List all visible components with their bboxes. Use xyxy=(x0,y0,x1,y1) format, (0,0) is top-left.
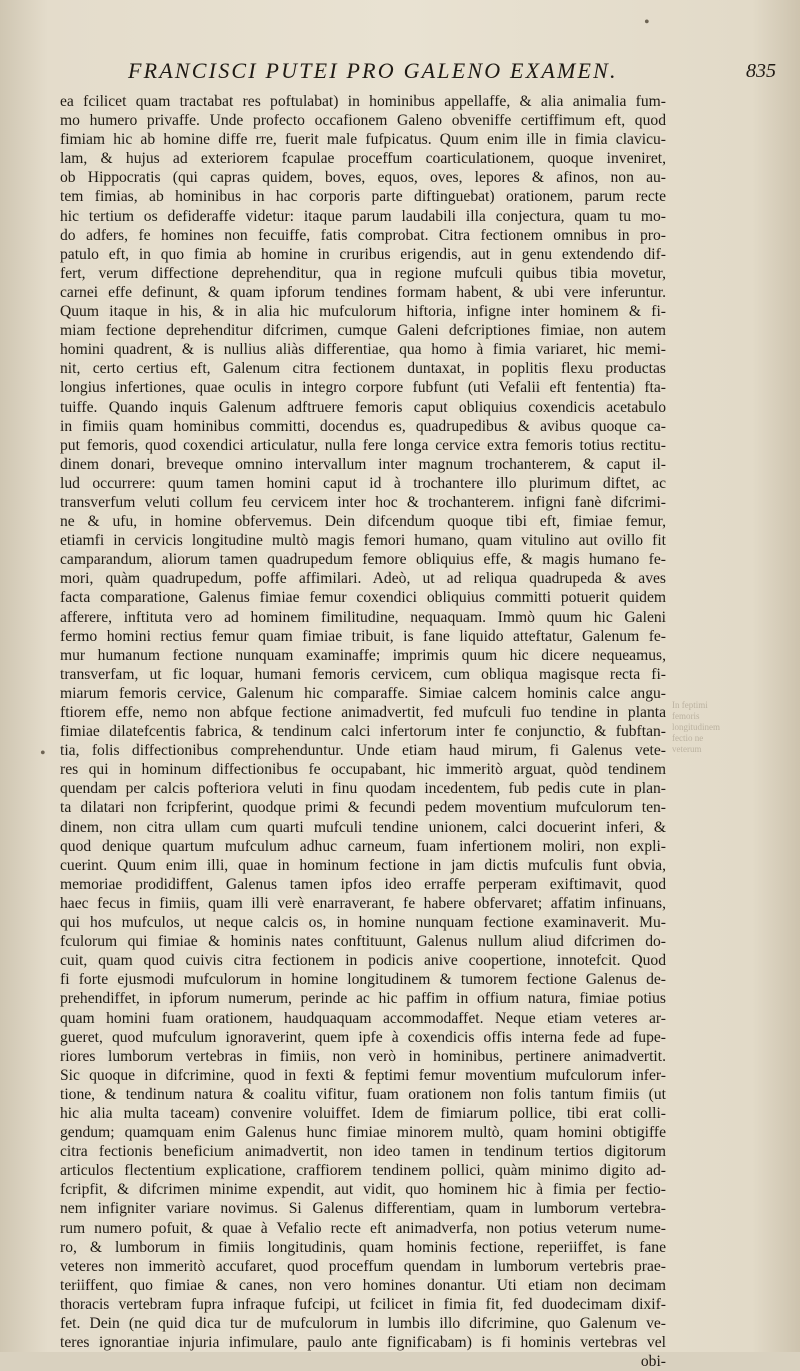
text-line: cuerint. Quum enim illi, quae in hominum fectione in jam dictis mufculis funt obvia, xyxy=(60,856,666,874)
text-line: fi forte ejusmodi mufculorum in homine longitudinem & tumorem fectione Galenus de- xyxy=(60,971,666,989)
text-line: tia, folis diffectionibus comprehenduntur. Unde etiam haud mirum, fi Galenus vete- xyxy=(60,742,666,760)
text-line: cuit, quam quod cuivis citra fectionem in podicis anive coopertione, innotefcit. Quod xyxy=(60,952,666,970)
text-line: etiamfi in cervicis longitudine multò magis femori humano, quam vitulino aut ovillo fit xyxy=(60,532,666,550)
margin-note-line: femoris xyxy=(672,711,700,721)
text-line: homini quadrent, & is nullius aliàs differentiae, qua homo à fimia variaret, hic memi- xyxy=(60,341,666,359)
text-line: ob Hippocratis (qui capras quidem, boves, equos, oves, lepores & afinos, non au- xyxy=(60,169,666,187)
text-line: ea fcilicet quam tractabat res poftulabat) in hominibus appellaffe, & alia animalia fum- xyxy=(60,93,666,110)
text-line: fimiae dilatefcentis fabrica, & tendinum calci infertorum inter fe conjunctio, & fubftan- xyxy=(60,723,666,741)
text-line: qui hos mufculos, ut neque calcis os, in homine nunquam fectione examinaverit. Mu- xyxy=(60,914,666,932)
text-line: tuiffe. Quando inquis Galenum adftruere femoris caput obliquius coxendicis acetabulo xyxy=(60,398,666,416)
text-line: ne & ufu, in homine obfervemus. Dein difcendum quoque tibi eft, fimiae femur, xyxy=(60,513,666,531)
catchword: obi- xyxy=(640,1353,666,1371)
text-line: longius infertiones, quae oculis in integro corpore fubfunt (uti Vefalii eft fententia) fta- xyxy=(60,379,666,397)
text-line: quendam per calcis pofteriora veluti in finu quodam incedentem, fub pedis cute in plan- xyxy=(60,780,666,798)
body-text xyxy=(60,92,666,1371)
text-line: nem infigniter variare novimus. Si Galenus differentiam, quam in lumborum vertebra- xyxy=(60,1200,666,1218)
ink-dot-mark: • xyxy=(40,745,46,762)
text-line: carnei effe definunt, & quam ipforum tendines formam habent, & ubi vere inferuntur. xyxy=(60,283,666,301)
margin-note-line: veterum xyxy=(672,744,702,754)
text-line: miam fectione deprehenditur difcrimen, cumque Galeni defcriptiones fimiae, non autem xyxy=(60,322,666,340)
margin-note-line: fectio ne xyxy=(672,733,704,743)
text-line: facta comparatione, Galenus fimiae femur coxendici obliquius committi potuerit quidem xyxy=(60,589,666,607)
text-line: rum numero pofuit, & quae à Vefalio recte eft animadverfa, non potius veterum nume- xyxy=(60,1219,666,1237)
text-line: memoriae prodidiffent, Galenus tamen ipfos ideo erraffe perperam exiftimavit, quod xyxy=(60,875,666,893)
text-line: do adfers, fe homines non fecuiffe, fatis comprobat. Citra fectionem omnibus in pro- xyxy=(60,226,666,244)
text-line: teriiffent, quo fimiae & canes, non vero homines donantur. Uti etiam non decimam xyxy=(60,1276,666,1294)
text-line: ro, & lumborum in fimiis longitudinis, quam hominis fectione, reperiiffet, is fane xyxy=(60,1238,666,1256)
text-line: dinem, non citra ullam cum quarti mufculi tendine unionem, calci docuerint inferi, & xyxy=(60,818,666,836)
text-line: veteres non immeritò accufaret, quod proceffum quendam in lumborum vertebris prae- xyxy=(60,1257,666,1275)
text-line: thoracis vertebram fupra infraque fufcipi, ut fcilicet in fimia fit, fed duodecimam dixif- xyxy=(60,1295,666,1313)
margin-note-line: In feptimi xyxy=(672,700,708,710)
text-line: Quum itaque in his, & in alia hic mufculorum hiftoria, infigne inter hominem & fi- xyxy=(60,303,666,321)
text-line: articulos flectentium explicatione, craffiorem tendinem pollici, quàm minimo digito ad- xyxy=(60,1162,666,1180)
page-number: 835 xyxy=(746,60,776,82)
text-line: lud occurrere: quum tamen homini caput id à trochantere illo plurimum diftet, ac xyxy=(60,474,666,492)
text-line: put femoris, quod coxendici articulatur, nulla fere longa cervice extra femoris totius rectitu- xyxy=(60,436,666,454)
text-line: mori, quàm quadrupedum, poffe affimilari. Adeò, ut ad reliqua quadrupeda & aves xyxy=(60,570,666,588)
text-line: lam, & hujus ad exteriorem fcapulae proceffum coarticulationem, quoque inveniret, xyxy=(60,150,666,168)
text-line: res qui in hominum diffectionibus fe occupabant, hic immeritò arguat, quòd tendinem xyxy=(60,761,666,779)
text-line: fert, verum diffectione deprehenditur, qua in regione mufculi quibus tibia movetur, xyxy=(60,264,666,282)
text-line: fimiam hic ab homine diffe rre, fuerit male fufpicatus. Quum enim ille in fimia clavicu- xyxy=(60,131,666,149)
text-line: transverfam, ut fic loquar, humani femoris cervicem, cum obliqua magisque recta fi- xyxy=(60,665,666,683)
text-line: ta dilatari non fcripferint, quodque primi & fecundi pedem moventium mufculorum ten- xyxy=(60,799,666,817)
text-line: transverfum veluti collum feu cervicem inter hoc & trochanterem. infigni fanè difcrimi- xyxy=(60,493,666,511)
text-line: camparandum, aliorum tamen quadrupedum femore obliquius effe, & magis humano fe- xyxy=(60,551,666,569)
text-line: citra fectionis beneficium animadvertit, non ideo tamen in tendinum tertios digitorum xyxy=(60,1143,666,1161)
text-line: fermo homini rectius femur quam fimiae tribuit, is fane liquido atteftatur, Galenum fe- xyxy=(60,627,666,645)
text-line: patulo eft, in quo fimia ab homine in cruribus erigendis, aut in genu extendendo dif- xyxy=(60,245,666,263)
text-line: fcripfit, & difcrimen minime expendit, aut vidit, quo hominem hic à fimia per fectio- xyxy=(60,1181,666,1199)
text-line: mo humero privaffe. Unde profecto occafionem Galeno obveniffe certiffimum eft, quod xyxy=(60,112,666,130)
text-line: prehendiffet, in ipforum numerum, perinde ac hic paffim in offium natura, fimiae potius xyxy=(60,990,666,1008)
text-line: tem fimias, ab hominibus in hac corporis parte diftinguebat) orationem, parum recte xyxy=(60,188,666,206)
text-line: in fimiis quam hominibus committi, docendus es, quadrupedibus & avibus quoque ca- xyxy=(60,417,666,435)
text-line: riores lumborum vertebras in fimiis, non verò in hominibus, pertinere animadvertit. xyxy=(60,1047,666,1065)
text-line: haec fecus in fimiis, quam illi verè enarraverant, fe habere obfervaret; affatim infinuans, xyxy=(60,894,666,912)
text-line: afferere, inftituta vero ad hominem fimilitudine, nequaquam. Immò quum hic Galeni xyxy=(60,608,666,626)
text-line: tione, & tendinum natura & coalitu vifitur, fuam orationem non folis tantum fimiis (ut xyxy=(60,1085,666,1103)
text-line: miarum femoris cervice, Galenum hic comparaffe. Simiae calcem hominis calce angu- xyxy=(60,684,666,702)
text-line: hic alia multa taceam) convenire voluiffet. Idem de fimiarum pollice, tibi erat colli- xyxy=(60,1104,666,1122)
text-line: ftiorem effe, nemo non abfque fectione animadvertit, fed mufculi fuo tendine in planta xyxy=(60,704,666,721)
text-line: Sic quoque in difcrimine, quod in fexti & feptimi femur moventium mufculorum infer- xyxy=(60,1066,666,1084)
text-line: gendum; quamquam enim Galenus hunc fimiae minorem multò, quam homini obtigiffe xyxy=(60,1124,666,1142)
text-line: dinem donari, breveque omnino intervallum inter magnum trochanterem, & caput il- xyxy=(60,455,666,473)
text-line: gueret, quod mufculum ignoraverint, quem ipfe à coxendicis offis interna fede ad fupe- xyxy=(60,1028,666,1046)
margin-note xyxy=(672,700,772,755)
text-line: fet. Dein (ne quid dica tur de mufculorum in lumbis illo difcrimine, quo Galenum ve- xyxy=(60,1315,666,1332)
text-line: quod denique quartum mufculum adhuc carneum, fuam infertionem moliri, non expli- xyxy=(60,837,666,855)
text-line: mur humanum fectione nunquam examinaffe; imprimis quum hic dicere nequeamus, xyxy=(60,646,666,664)
margin-note-line: longitudinem xyxy=(672,722,720,732)
text-line: quam homini fuam orationem, haudquaquam accommodaffet. Neque etiam veteres ar- xyxy=(60,1009,666,1027)
text-line: fculorum qui fimiae & hominis nates conftituunt, Galenus nullum aliud difcrimen do- xyxy=(60,933,666,951)
page-header xyxy=(60,58,782,90)
ink-dot-mark: • xyxy=(644,14,650,31)
text-line: nit, certo certius eft, Galenum citra fectionem duntaxat, in poplitis flexu productas xyxy=(60,360,666,378)
text-line: hic tertium os defideraffe videtur: itaque parum laudabili illa conjectura, quam tu mo- xyxy=(60,207,666,225)
running-title: FRANCISCI PUTEI PRO GALENO EXAMEN. xyxy=(128,58,618,83)
text-line: teres ignorantiae injuria infimulare, paulo ante fignificabam) is fi hominis vertebras vel xyxy=(60,1334,666,1352)
